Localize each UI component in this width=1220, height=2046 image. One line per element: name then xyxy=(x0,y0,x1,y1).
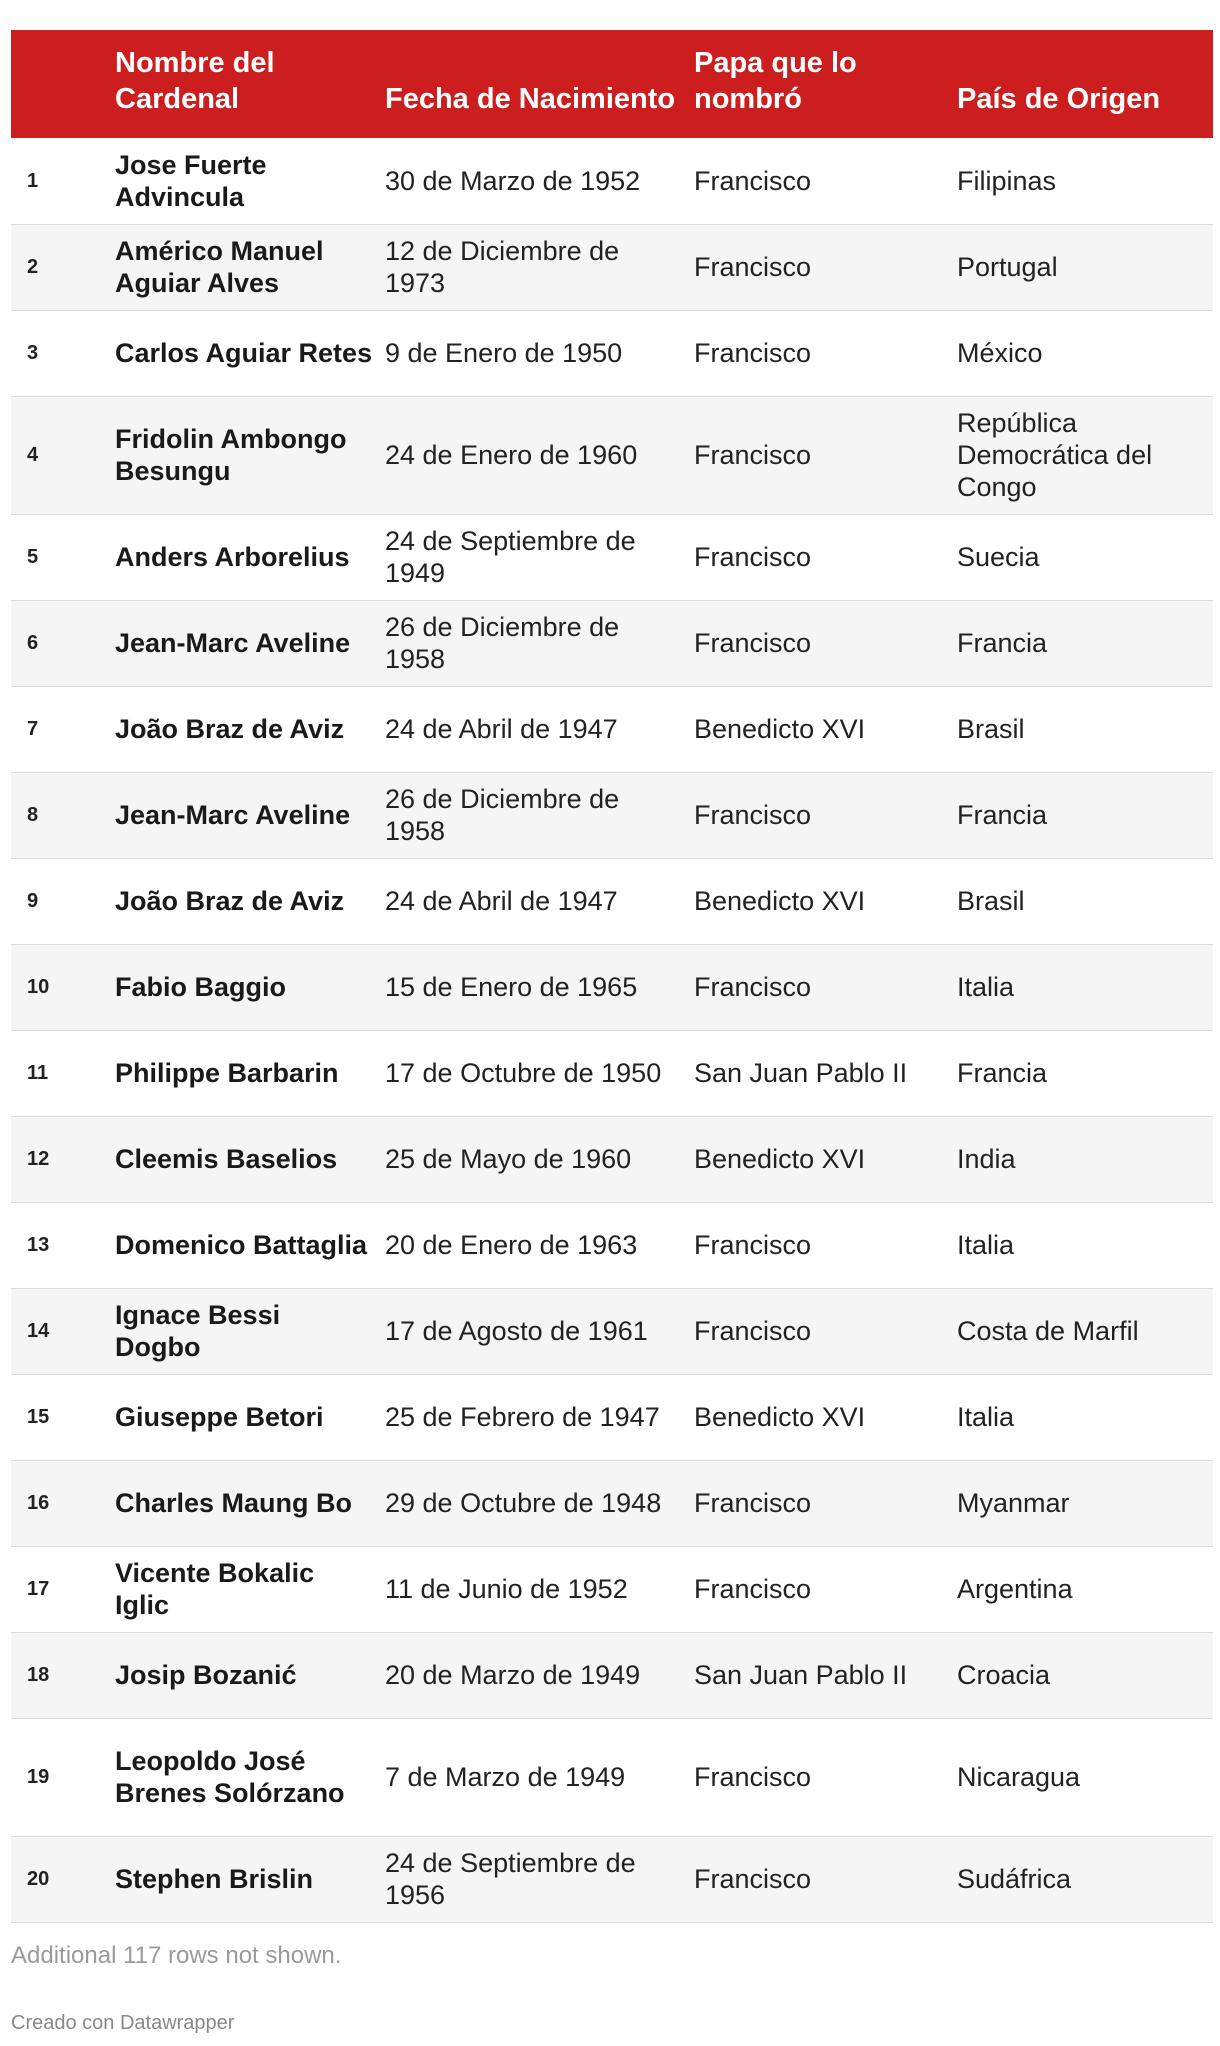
table-row xyxy=(11,1288,1213,1374)
cardinal-name: Josip Bozanić xyxy=(115,1660,297,1690)
country-of-origin: Francia xyxy=(957,1058,1048,1088)
row-number: 8 xyxy=(27,804,39,826)
rows-not-shown-note: Additional 117 rows not shown. xyxy=(11,1942,342,1969)
cardinal-name: Vicente Bokalic Iglic xyxy=(115,1558,315,1620)
appointing-pope: Francisco xyxy=(694,972,812,1002)
country-of-origin: Brasil xyxy=(957,886,1025,916)
table-row xyxy=(11,1030,1213,1116)
country-of-origin: India xyxy=(957,1144,1016,1174)
country-of-origin: Portugal xyxy=(957,252,1058,282)
birth-date: 12 de Diciembre de 1973 xyxy=(385,236,620,298)
header-name[interactable]: Nombre del Cardenal xyxy=(115,47,275,115)
country-of-origin: Italia xyxy=(957,1230,1015,1260)
cardinal-name: Carlos Aguiar Retes xyxy=(115,338,373,368)
country-of-origin: Francia xyxy=(957,800,1048,830)
cardinal-name: Stephen Brislin xyxy=(115,1864,314,1894)
row-number: 5 xyxy=(27,546,39,568)
header-birth-date[interactable]: Fecha de Nacimiento xyxy=(385,83,676,115)
appointing-pope: Francisco xyxy=(694,338,812,368)
appointing-pope: Francisco xyxy=(694,1864,812,1894)
country-of-origin: Argentina xyxy=(957,1574,1073,1604)
cardinal-name: Jean-Marc Aveline xyxy=(115,800,351,830)
country-of-origin: Francia xyxy=(957,628,1048,658)
birth-date: 24 de Abril de 1947 xyxy=(385,886,618,916)
row-number: 7 xyxy=(27,718,39,740)
cardinal-name: João Braz de Aviz xyxy=(115,714,345,744)
table-header xyxy=(11,30,1213,138)
appointing-pope: Benedicto XVI xyxy=(694,714,866,744)
birth-date: 20 de Marzo de 1949 xyxy=(385,1660,641,1690)
table-row xyxy=(11,310,1213,396)
appointing-pope: San Juan Pablo II xyxy=(694,1058,908,1088)
cardinal-name: Anders Arborelius xyxy=(115,542,350,572)
cardinal-name: Philippe Barbarin xyxy=(115,1058,339,1088)
datawrapper-credit: Creado con Datawrapper xyxy=(11,2012,235,2034)
cardinal-name: Ignace Bessi Dogbo xyxy=(115,1300,281,1362)
row-number: 15 xyxy=(27,1406,50,1428)
country-of-origin: Suecia xyxy=(957,542,1040,572)
cardinal-name: Giuseppe Betori xyxy=(115,1402,324,1432)
table-row xyxy=(11,1460,1213,1546)
row-number: 19 xyxy=(27,1766,50,1788)
appointing-pope: San Juan Pablo II xyxy=(694,1660,908,1690)
birth-date: 24 de Enero de 1960 xyxy=(385,440,638,470)
country-of-origin: Italia xyxy=(957,972,1015,1002)
birth-date: 26 de Diciembre de 1958 xyxy=(385,612,620,674)
row-number: 18 xyxy=(27,1664,50,1686)
table-row xyxy=(11,138,1213,224)
row-number: 13 xyxy=(27,1234,50,1256)
appointing-pope: Francisco xyxy=(694,165,812,196)
header-country[interactable]: País de Origen xyxy=(957,83,1161,115)
appointing-pope: Benedicto XVI xyxy=(694,1144,866,1174)
birth-date: 25 de Febrero de 1947 xyxy=(385,1402,660,1432)
table-row xyxy=(11,1202,1213,1288)
appointing-pope: Francisco xyxy=(694,440,812,470)
country-of-origin: Costa de Marfil xyxy=(957,1316,1139,1346)
row-number: 2 xyxy=(27,256,39,278)
birth-date: 24 de Abril de 1947 xyxy=(385,714,618,744)
birth-date: 30 de Marzo de 1952 xyxy=(385,165,641,196)
row-number: 17 xyxy=(27,1578,50,1600)
appointing-pope: Francisco xyxy=(694,1488,812,1518)
table-row xyxy=(11,514,1213,600)
appointing-pope: Francisco xyxy=(694,1316,812,1346)
table-row xyxy=(11,1116,1213,1202)
birth-date: 24 de Septiembre de 1949 xyxy=(385,526,636,588)
country-of-origin: Sudáfrica xyxy=(957,1864,1072,1894)
cardinal-name: Leopoldo José Brenes Solórzano xyxy=(115,1746,345,1808)
country-of-origin: Myanmar xyxy=(957,1488,1070,1518)
table-row xyxy=(11,858,1213,944)
birth-date: 26 de Diciembre de 1958 xyxy=(385,784,620,846)
appointing-pope: Benedicto XVI xyxy=(694,886,866,916)
table-row xyxy=(11,396,1213,514)
table-row xyxy=(11,224,1213,310)
appointing-pope: Francisco xyxy=(694,1230,812,1260)
row-number: 11 xyxy=(27,1062,49,1084)
table-row xyxy=(11,600,1213,686)
birth-date: 7 de Marzo de 1949 xyxy=(385,1762,626,1792)
birth-date: 17 de Agosto de 1961 xyxy=(385,1316,648,1346)
birth-date: 20 de Enero de 1963 xyxy=(385,1230,638,1260)
table-body xyxy=(11,138,1213,1922)
cardinal-name: Cleemis Baselios xyxy=(115,1144,338,1174)
row-number: 4 xyxy=(27,444,39,466)
birth-date: 17 de Octubre de 1950 xyxy=(385,1058,662,1088)
row-number: 9 xyxy=(27,890,39,912)
header-row xyxy=(11,30,1213,138)
country-of-origin: Filipinas xyxy=(957,165,1057,196)
cardinal-name: Jose Fuerte Advincula xyxy=(115,149,267,212)
table-row xyxy=(11,1632,1213,1718)
cardinal-name: João Braz de Aviz xyxy=(115,886,345,916)
table-row xyxy=(11,1374,1213,1460)
cardinal-name: Fridolin Ambongo Besungu xyxy=(115,424,347,486)
table-row xyxy=(11,944,1213,1030)
table-row xyxy=(11,1546,1213,1632)
row-number: 6 xyxy=(27,632,39,654)
cardinal-name: Fabio Baggio xyxy=(115,972,286,1002)
cardinal-name: Jean-Marc Aveline xyxy=(115,628,351,658)
row-number: 16 xyxy=(27,1492,50,1514)
row-number: 14 xyxy=(27,1320,50,1342)
cardinal-name: Américo Manuel Aguiar Alves xyxy=(115,236,324,298)
birth-date: 24 de Septiembre de 1956 xyxy=(385,1848,636,1910)
country-of-origin: Nicaragua xyxy=(957,1762,1081,1792)
row-number: 3 xyxy=(27,342,39,364)
cardinals-table xyxy=(11,30,1213,1923)
cardinal-name: Domenico Battaglia xyxy=(115,1230,368,1260)
appointing-pope: Francisco xyxy=(694,1574,812,1604)
header-pope[interactable]: Papa que lo nombró xyxy=(694,47,857,115)
row-number: 20 xyxy=(27,1868,50,1890)
country-of-origin: Brasil xyxy=(957,714,1025,744)
row-number: 10 xyxy=(27,976,50,998)
cardinal-name: Charles Maung Bo xyxy=(115,1488,353,1518)
country-of-origin: Italia xyxy=(957,1402,1015,1432)
birth-date: 29 de Octubre de 1948 xyxy=(385,1488,662,1518)
appointing-pope: Francisco xyxy=(694,628,812,658)
header-number xyxy=(11,30,115,138)
birth-date: 15 de Enero de 1965 xyxy=(385,972,638,1002)
appointing-pope: Francisco xyxy=(694,1762,812,1792)
country-of-origin: República Democrática del Congo xyxy=(957,408,1153,502)
birth-date: 11 de Junio de 1952 xyxy=(385,1574,628,1604)
table-row xyxy=(11,1718,1213,1836)
table-row xyxy=(11,1836,1213,1922)
birth-date: 25 de Mayo de 1960 xyxy=(385,1144,632,1174)
country-of-origin: México xyxy=(957,338,1043,368)
appointing-pope: Francisco xyxy=(694,542,812,572)
appointing-pope: Francisco xyxy=(694,252,812,282)
row-number: 1 xyxy=(27,169,39,192)
row-number: 12 xyxy=(27,1148,50,1170)
table-row xyxy=(11,686,1213,772)
appointing-pope: Francisco xyxy=(694,800,812,830)
birth-date: 9 de Enero de 1950 xyxy=(385,338,623,368)
appointing-pope: Benedicto XVI xyxy=(694,1402,866,1432)
table-row xyxy=(11,772,1213,858)
country-of-origin: Croacia xyxy=(957,1660,1051,1690)
